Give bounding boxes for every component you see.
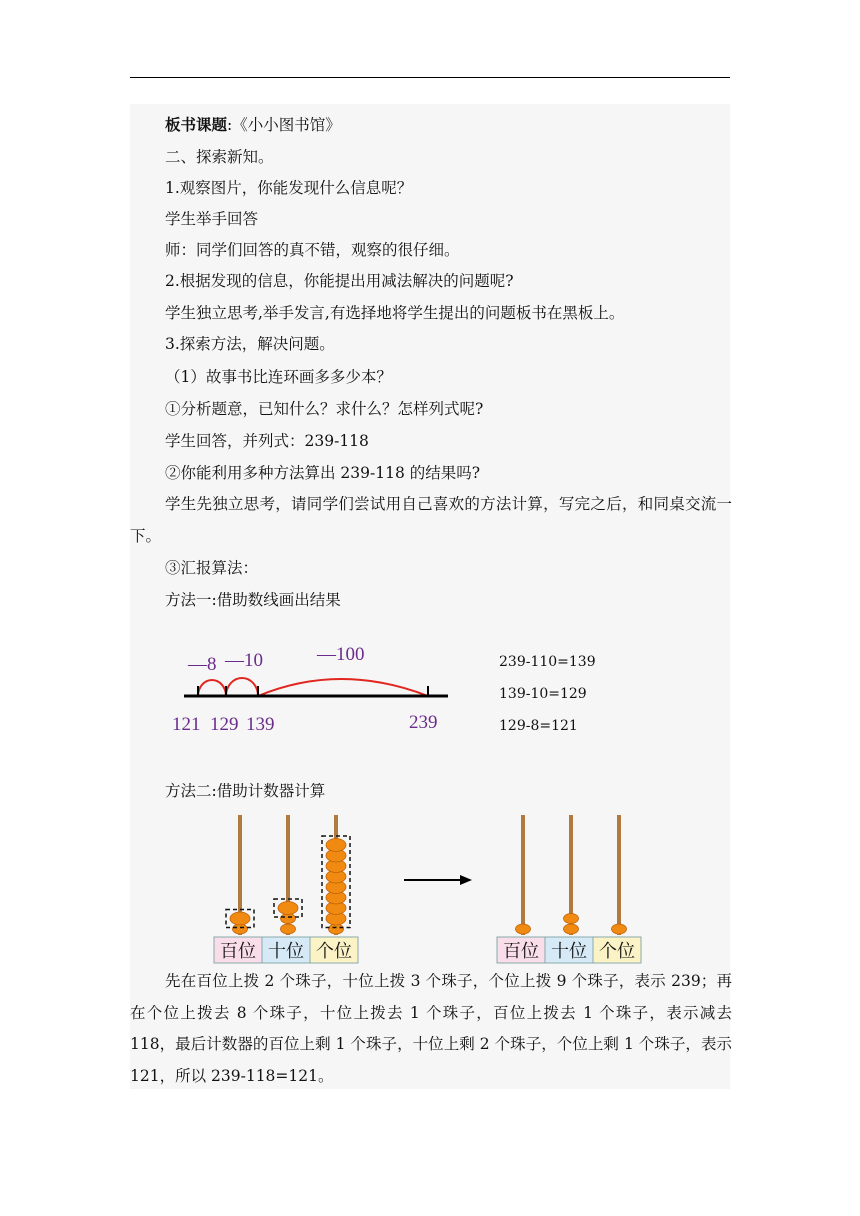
place-label: 个位 bbox=[599, 941, 635, 962]
step-1: 1.观察图片，你能发现什么信息呢？ bbox=[165, 179, 413, 197]
equation: 129-8=121 bbox=[499, 718, 578, 734]
place-label: 百位 bbox=[503, 941, 539, 962]
step-3: 3.探索方法，解决问题。 bbox=[165, 335, 335, 353]
abacus-bead bbox=[233, 924, 248, 934]
lesson-title-separator: : bbox=[227, 116, 233, 134]
abacus-bead bbox=[612, 924, 627, 934]
paragraph-abacus-explanation: 先在百位上拨 2 个珠子，十位上拨 3 个珠子，个位上拨 9 个珠子，表示 239；再在个位上拨去 8 个珠子，十位上拨去 1 个珠子，百位上拨去 1 个珠子，表示减去 118，最后计数器的百位上剩 1 个珠子，十位上剩 2 个珠子，个位上剩 1 个珠子，表示 121，所以 239-118=121。 bbox=[130, 972, 732, 1085]
abacus-bead bbox=[564, 924, 579, 934]
abacus-bead bbox=[564, 914, 579, 924]
abacus-after bbox=[495, 805, 645, 965]
number-line-figure bbox=[170, 640, 460, 740]
method-2-heading: 方法二:借助计数器计算 bbox=[165, 782, 326, 800]
text-line: 学生回答，并列式：239-118 bbox=[165, 432, 369, 450]
abacus-before bbox=[212, 805, 362, 965]
abacus-bead bbox=[281, 914, 296, 924]
lesson-title-label: 板书课题 bbox=[165, 115, 228, 134]
place-label: 百位 bbox=[220, 941, 256, 962]
equation: 139-10=129 bbox=[499, 686, 587, 702]
jump-arc-large bbox=[258, 679, 428, 696]
lesson-title-value: 《小小图书馆》 bbox=[232, 116, 341, 134]
abacus-bead bbox=[230, 912, 250, 925]
abacus-bead bbox=[326, 839, 346, 852]
abacus-bead bbox=[516, 924, 531, 934]
equation: 239-110=139 bbox=[499, 654, 596, 670]
sub-step-1: ①分析题意，已知什么？求什么？怎样列式呢? bbox=[165, 400, 484, 418]
question-1: （1）故事书比连环画多多少本？ bbox=[165, 368, 392, 386]
jump-arc-medium bbox=[226, 678, 258, 696]
lesson-title-line bbox=[165, 115, 341, 135]
step-2: 2.根据发现的信息，你能提出用减法解决的问题呢? bbox=[165, 272, 514, 290]
place-label: 十位 bbox=[268, 941, 304, 962]
sub-step-2: ②你能利用多种方法算出 239-118 的结果吗? bbox=[165, 464, 481, 482]
abacus-bead bbox=[278, 902, 298, 915]
section-heading: 二、探索新知。 bbox=[165, 148, 274, 166]
tick-label: 121 bbox=[172, 714, 201, 735]
method-1-heading: 方法一:借助数线画出结果 bbox=[165, 591, 341, 609]
tick-label: 139 bbox=[246, 714, 275, 735]
arrow-icon bbox=[402, 872, 474, 888]
tick-label: 129 bbox=[210, 714, 239, 735]
text-line: 学生独立思考,举手发言,有选择地将学生提出的问题板书在黑板上。 bbox=[165, 304, 625, 322]
tick-label: 239 bbox=[409, 712, 438, 733]
abacus-bead bbox=[281, 924, 296, 934]
jump-label: —10 bbox=[225, 650, 263, 671]
jump-label: —8 bbox=[188, 654, 217, 675]
sub-step-3: ③汇报算法： bbox=[165, 559, 259, 577]
text-line: 学生举手回答 bbox=[165, 210, 259, 228]
jump-arc-small bbox=[198, 680, 226, 696]
place-label: 个位 bbox=[316, 941, 352, 962]
place-label: 十位 bbox=[551, 941, 587, 962]
abacus-bead bbox=[329, 924, 344, 934]
header-rule bbox=[130, 77, 730, 78]
teacher-remark: 师：同学们回答的真不错，观察的很仔细。 bbox=[165, 241, 460, 259]
jump-label: —100 bbox=[317, 644, 365, 665]
paragraph-discussion: 学生先独立思考，请同学们尝试用自己喜欢的方法计算，写完之后，和同桌交流一下。 bbox=[130, 495, 732, 545]
